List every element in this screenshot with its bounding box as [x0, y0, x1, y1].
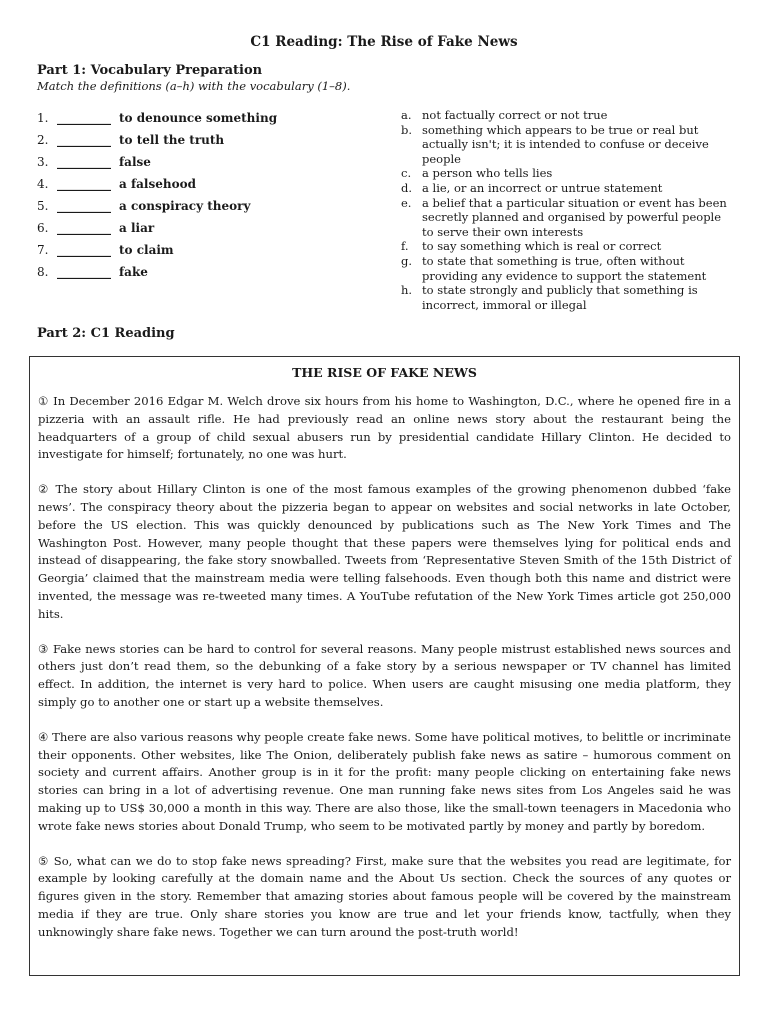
- vocab-term: to tell the truth: [119, 133, 225, 147]
- definition-item: [401, 239, 731, 254]
- definition-letter: d.: [401, 180, 413, 195]
- definition-item: [401, 166, 731, 181]
- vocab-term: false: [119, 155, 151, 169]
- vocab-number: 3.: [37, 155, 49, 169]
- answer-blank[interactable]: _________: [57, 177, 111, 191]
- definitions-list: [401, 108, 731, 312]
- article-title: THE RISE OF FAKE NEWS: [292, 365, 477, 380]
- definition-text: to state that something is true, often without providing any evidence to support the statement: [422, 253, 707, 283]
- article-paragraph: ② The story about Hillary Clinton is one of the most famous examples of the growing phenomenon dubbed ‘fake news’. The conspiracy theory about the pizzeria began to appear on websites and social networks in late October, before the US election. This was quickly denounced by publications such as The New York Times and The Washington Post. However, many people thought that these papers were themselves lying for political ends and instead of disappearing, the fake story snowballed. Tweets from ‘Representative Steven Smith of the 15th District of Georgia’ claimed that the mainstream media were telling falsehoods. Even though both this name and district were invented, the message was re-tweeted many times. A YouTube refutation of the New York Times article got 250,000 hits.: [38, 482, 731, 621]
- definition-letter: c.: [401, 166, 412, 181]
- vocab-number: 5.: [37, 199, 49, 213]
- vocab-item: [37, 173, 357, 195]
- answer-blank[interactable]: _________: [57, 199, 111, 213]
- answer-blank[interactable]: _________: [57, 221, 111, 235]
- vocab-number: 4.: [37, 177, 49, 191]
- reading-text-box: [29, 356, 740, 976]
- definition-item: [401, 283, 731, 312]
- definition-item: [401, 181, 731, 196]
- definition-item: [401, 196, 731, 240]
- definition-letter: b.: [401, 122, 413, 137]
- vocab-item: [37, 195, 357, 217]
- answer-blank[interactable]: _________: [57, 133, 111, 147]
- vocab-number: 7.: [37, 243, 49, 257]
- vocab-item: [37, 151, 357, 173]
- vocab-term: to claim: [119, 243, 174, 257]
- answer-blank[interactable]: _________: [57, 265, 111, 279]
- definition-item: [401, 108, 731, 123]
- vocab-term: a liar: [119, 221, 155, 235]
- definition-letter: f.: [401, 239, 409, 254]
- vocabulary-list: [37, 107, 357, 283]
- page-title: C1 Reading: The Rise of Fake News: [250, 34, 518, 50]
- article-paragraph: ③ Fake news stories can be hard to control for several reasons. Many people mistrust established news sources and others just don’t read them, so the debunking of a fake story by a serious newspaper or TV channel has limited effect. In addition, the internet is very hard to police. When users are caught misusing one media platform, they simply go to another one or start up a website themselves.: [38, 641, 731, 709]
- vocab-number: 1.: [37, 111, 49, 125]
- vocab-item: [37, 261, 357, 283]
- vocab-item: [37, 107, 357, 129]
- definition-letter: g.: [401, 253, 413, 268]
- definition-text: not factually correct or not true: [422, 108, 608, 122]
- answer-blank[interactable]: _________: [57, 155, 111, 169]
- definition-text: a person who tells lies: [422, 166, 553, 181]
- definition-text: a belief that a particular situation or event has been secretly planned and organised by powerful people to serve their own interests: [422, 195, 727, 239]
- definition-text: a lie, or an incorrect or untrue statement: [422, 180, 663, 195]
- answer-blank[interactable]: _________: [57, 243, 111, 257]
- vocab-number: 8.: [37, 265, 49, 279]
- article-paragraph: ④ There are also various reasons why people create fake news. Some have political motives, to belittle or incriminate their opponents. Other websites, like The Onion, deliberately publish fake news as satire – humorous comment on society and current affairs. Another group is in it for the profit: many people clicking on entertaining fake news stories can bring in a lot of advertising revenue. One man running fake news sites from Los Angeles said he was making up to US$ 30,000 a month in this way. There are also those, like the small-town teenagers in Macedonia who wrote fake news stories about Donald Trump, who seem to be motivated partly by money and partly by boredom.: [38, 729, 731, 833]
- definition-text: to state strongly and publicly that something is incorrect, immoral or illegal: [422, 283, 698, 312]
- definition-letter: h.: [401, 283, 413, 298]
- definition-text: to say something which is real or correct: [422, 239, 662, 254]
- article-paragraph: ① In December 2016 Edgar M. Welch drove six hours from his home to Washington, D.C., where he opened fire in a pizzeria with an assault rifle. He had previously read an online news story about the restaurant being the headquarters of a group of child sexual abusers run by presidential candidate Hillary Clinton. He decided to investigate for himself; fortunately, no one was hurt.: [38, 394, 731, 462]
- vocab-item: [37, 239, 357, 261]
- vocab-number: 6.: [37, 221, 49, 235]
- answer-blank[interactable]: _________: [57, 111, 111, 125]
- part2-heading: Part 2: C1 Reading: [37, 326, 175, 341]
- part1-instructions: Match the definitions (a–h) with the vocabulary (1–8).: [37, 79, 351, 93]
- definition-item: [401, 254, 731, 283]
- definition-text: something which appears to be true or real but actually isn't; it is intended to confuse or deceive people: [422, 122, 709, 166]
- vocab-item: [37, 217, 357, 239]
- vocab-number: 2.: [37, 133, 49, 147]
- article-paragraph: ⑤ So, what can we do to stop fake news spreading? First, make sure that the websites you read are legitimate, for example by looking carefully at the domain name and the About Us section. Check the sources of any quotes or figures given in the story. Remember that amazing stories about famous people will be covered by the mainstream media if they are true. Only share stories you know are true and let your friends know, tactfully, when they unknowingly share fake news. Together we can turn around the post-truth world!: [38, 853, 731, 939]
- definition-letter: a.: [401, 108, 412, 122]
- vocab-item: [37, 129, 357, 151]
- vocab-term: a conspiracy theory: [119, 199, 251, 213]
- vocab-term: to denounce something: [119, 111, 278, 125]
- vocab-term: fake: [119, 265, 148, 279]
- definition-item: [401, 123, 731, 167]
- definition-letter: e.: [401, 195, 412, 210]
- part1-heading: Part 1: Vocabulary Preparation: [37, 63, 263, 78]
- vocab-term: a falsehood: [119, 177, 196, 191]
